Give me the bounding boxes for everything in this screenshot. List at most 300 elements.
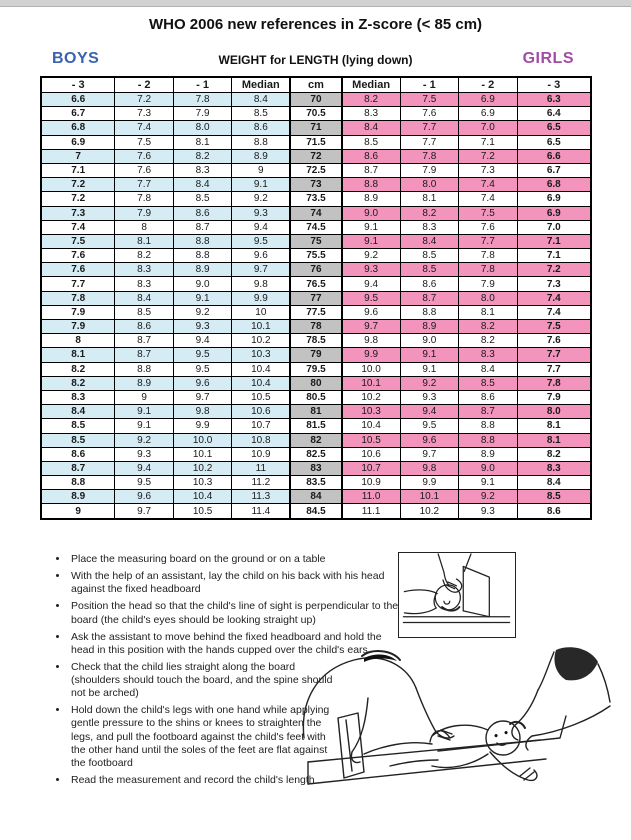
table-row [41,206,591,220]
girls-value-cell: 8.5 [517,490,591,504]
page-title: WHO 2006 new references in Z-score (< 85 cm) [148,16,483,33]
girls-value-cell: 8.0 [517,405,591,419]
girls-value-cell: 8.3 [400,220,458,234]
girls-value-cell: 8.7 [400,291,458,305]
cm-cell: 78.5 [290,334,341,348]
boys-value-cell: 8.7 [41,461,115,475]
boys-value-cell: 8.7 [115,348,173,362]
girls-value-cell: 8.4 [517,476,591,490]
boys-value-cell: 9.7 [173,390,231,404]
girls-value-cell: 8.2 [342,93,400,107]
head-positioning-illustration [398,552,516,638]
boys-value-cell: 9.0 [173,277,231,291]
girls-value-cell: 11.0 [342,490,400,504]
girls-value-cell: 7.0 [517,220,591,234]
boys-value-cell: 6.9 [41,135,115,149]
table-row [41,107,591,121]
boys-value-cell: 7.8 [115,192,173,206]
boys-value-cell: 8.1 [173,135,231,149]
girls-value-cell: 8.2 [517,447,591,461]
cm-cell: 76.5 [290,277,341,291]
cm-cell: 72 [290,149,341,163]
girls-value-cell: 8.9 [342,192,400,206]
column-header: cm [290,77,341,93]
table-row [41,277,591,291]
girls-value-cell: 7.4 [459,192,517,206]
girls-value-cell: 7.8 [400,149,458,163]
boys-value-cell: 10.6 [232,405,290,419]
boys-value-cell: 7.9 [41,305,115,319]
girls-value-cell: 9.7 [342,320,400,334]
table-row [41,121,591,135]
boys-value-cell: 9.3 [173,320,231,334]
girls-value-cell: 9.1 [459,476,517,490]
boys-value-cell: 8 [115,220,173,234]
zscore-table-body [41,93,591,519]
girls-value-cell: 9.3 [342,263,400,277]
boys-value-cell: 9.8 [232,277,290,291]
girls-value-cell: 6.7 [517,163,591,177]
cm-cell: 77 [290,291,341,305]
boys-value-cell: 8.8 [41,476,115,490]
boys-value-cell: 9.5 [173,362,231,376]
instruction-item: • Ask the assistant to move behind the fixed headboard and hold the head in this position with the hands cupped over the child's ears [69,631,407,657]
cm-cell: 75 [290,234,341,248]
girls-value-cell: 7.8 [459,249,517,263]
table-row [41,362,591,376]
cm-cell: 83 [290,461,341,475]
measuring-board-drawing [298,642,628,834]
boys-value-cell: 9 [41,504,115,519]
cm-cell: 73.5 [290,192,341,206]
table-row [41,490,591,504]
girls-value-cell: 10.2 [400,504,458,519]
girls-value-cell: 8.6 [517,504,591,519]
cm-cell: 76 [290,263,341,277]
table-row [41,504,591,519]
length-measurement-illustration [298,642,628,834]
boys-value-cell: 8.3 [173,163,231,177]
girls-value-cell: 7.9 [459,277,517,291]
boys-value-cell: 8.0 [173,121,231,135]
boys-value-cell: 8.4 [115,291,173,305]
girls-value-cell: 9.9 [342,348,400,362]
boys-value-cell: 8.6 [115,320,173,334]
girls-value-cell: 8.8 [342,178,400,192]
boys-value-cell: 8.5 [173,192,231,206]
girls-value-cell: 9.2 [459,490,517,504]
table-row [41,93,591,107]
girls-value-cell: 9.6 [342,305,400,319]
column-header: Median [342,77,400,93]
boys-value-cell: 10.4 [232,362,290,376]
girls-value-cell: 7.8 [517,376,591,390]
boys-value-cell: 10.0 [173,433,231,447]
boys-value-cell: 9.2 [115,433,173,447]
cm-cell: 79.5 [290,362,341,376]
girls-value-cell: 8.3 [517,461,591,475]
boys-value-cell: 9 [115,390,173,404]
girls-value-cell: 10.6 [342,447,400,461]
girls-value-cell: 8.1 [400,192,458,206]
cm-cell: 70 [290,93,341,107]
boys-value-cell: 10.5 [232,390,290,404]
table-row [41,405,591,419]
boys-value-cell: 8.7 [115,334,173,348]
girls-value-cell: 6.5 [517,135,591,149]
girls-value-cell: 7.7 [400,135,458,149]
boys-value-cell: 6.7 [41,107,115,121]
girls-value-cell: 9.7 [400,447,458,461]
boys-value-cell: 8.5 [41,419,115,433]
girls-value-cell: 6.5 [517,121,591,135]
boys-value-cell: 8.9 [115,376,173,390]
boys-value-cell: 9 [232,163,290,177]
instruction-item: • Hold down the child's legs with one hand while applying gentle pressure to the shins or knees to straighten the legs, and pull the footboard against the child's feet with the other hand until the soles of the feet are flat against the footboard [69,704,333,770]
instruction-item: • Position the head so that the child's line of sight is perpendicular to the board (the child's eyes should be looking straight up) [69,600,407,626]
girls-value-cell: 6.6 [517,149,591,163]
weight-for-length-subtitle: WEIGHT for LENGTH (lying down) [218,53,413,67]
girls-value-cell: 8.5 [400,249,458,263]
girls-value-cell: 9.6 [400,433,458,447]
boys-value-cell: 8 [41,334,115,348]
girls-value-cell: 7.1 [517,249,591,263]
girls-value-cell: 8.2 [459,320,517,334]
boys-value-cell: 8.4 [41,405,115,419]
girls-value-cell: 8.6 [400,277,458,291]
boys-value-cell: 9.4 [173,334,231,348]
boys-value-cell: 11.2 [232,476,290,490]
table-header-row [41,77,591,93]
girls-value-cell: 8.1 [517,419,591,433]
girls-value-cell: 8.4 [342,121,400,135]
boys-value-cell: 9.1 [232,178,290,192]
table-row [41,461,591,475]
table-row [41,234,591,248]
boys-value-cell: 9.7 [115,504,173,519]
girls-value-cell: 8.6 [342,149,400,163]
table-row [41,263,591,277]
girls-value-cell: 11.1 [342,504,400,519]
boys-value-cell: 7.6 [41,249,115,263]
cm-cell: 74 [290,206,341,220]
boys-value-cell: 8.1 [115,234,173,248]
girls-value-cell: 10.5 [342,433,400,447]
girls-value-cell: 8.2 [400,206,458,220]
column-header: - 2 [459,77,517,93]
boys-value-cell: 8.5 [115,305,173,319]
table-row [41,163,591,177]
boys-value-cell: 8.2 [115,249,173,263]
girls-value-cell: 10.0 [342,362,400,376]
boys-value-cell: 8.6 [41,447,115,461]
table-row [41,135,591,149]
girls-value-cell: 7.9 [517,390,591,404]
boys-value-cell: 7.4 [41,220,115,234]
instruction-item: • Read the measurement and record the child's length [69,774,333,787]
boys-value-cell: 8.5 [232,107,290,121]
boys-value-cell: 8.2 [41,376,115,390]
girls-value-cell: 7.5 [400,93,458,107]
boys-value-cell: 7.5 [41,234,115,248]
girls-value-cell: 7.4 [459,178,517,192]
cm-cell: 82.5 [290,447,341,461]
boys-value-cell: 8.6 [173,206,231,220]
girls-value-cell: 10.1 [342,376,400,390]
boys-value-cell: 10.3 [232,348,290,362]
boys-value-cell: 8.1 [41,348,115,362]
girls-value-cell: 10.4 [342,419,400,433]
girls-value-cell: 8.8 [400,305,458,319]
column-header: - 1 [400,77,458,93]
cm-cell: 71 [290,121,341,135]
head-hold-drawing [399,553,514,636]
girls-value-cell: 10.9 [342,476,400,490]
cm-cell: 70.5 [290,107,341,121]
cm-cell: 73 [290,178,341,192]
boys-value-cell: 7.3 [115,107,173,121]
boys-value-cell: 7.3 [41,206,115,220]
column-header: - 1 [173,77,231,93]
girls-value-cell: 7.4 [517,291,591,305]
girls-value-cell: 6.8 [517,178,591,192]
table-row [41,376,591,390]
girls-value-cell: 7.3 [459,163,517,177]
column-header: - 3 [517,77,591,93]
girls-value-cell: 9.4 [400,405,458,419]
instruction-item: • Place the measuring board on the ground or on a table [69,553,407,566]
table-row [41,433,591,447]
boys-value-cell: 8.3 [115,263,173,277]
boys-value-cell: 8.8 [115,362,173,376]
boys-value-cell: 10.8 [232,433,290,447]
boys-value-cell: 7.1 [41,163,115,177]
boys-value-cell: 9.2 [232,192,290,206]
girls-value-cell: 7.8 [459,263,517,277]
cm-cell: 80.5 [290,390,341,404]
boys-value-cell: 10.7 [232,419,290,433]
girls-label: GIRLS [522,50,574,67]
boys-value-cell: 10.3 [173,476,231,490]
girls-value-cell: 8.3 [342,107,400,121]
boys-value-cell: 9.1 [173,291,231,305]
boys-value-cell: 7.7 [115,178,173,192]
boys-value-cell: 8.6 [232,121,290,135]
boys-value-cell: 10.1 [232,320,290,334]
girls-value-cell: 9.0 [400,334,458,348]
boys-value-cell: 9.4 [115,461,173,475]
girls-value-cell: 9.3 [400,390,458,404]
boys-value-cell: 8.8 [232,135,290,149]
girls-value-cell: 8.0 [459,291,517,305]
girls-value-cell: 9.4 [342,277,400,291]
girls-value-cell: 7.3 [517,277,591,291]
girls-value-cell: 10.7 [342,461,400,475]
boys-value-cell: 9.7 [232,263,290,277]
girls-value-cell: 7.6 [400,107,458,121]
boys-value-cell: 8.9 [232,149,290,163]
cm-cell: 79 [290,348,341,362]
table-row [41,291,591,305]
boys-value-cell: 10.4 [173,490,231,504]
boys-value-cell: 6.8 [41,121,115,135]
girls-value-cell: 8.7 [342,163,400,177]
girls-value-cell: 9.1 [400,348,458,362]
boys-value-cell: 9.3 [232,206,290,220]
boys-value-cell: 8.3 [115,277,173,291]
boys-value-cell: 10.4 [232,376,290,390]
table-row [41,249,591,263]
cm-cell: 84.5 [290,504,341,519]
table-row [41,178,591,192]
instruction-item: • Check that the child lies straight along the board (shoulders should touch the board, and the spine should not be arched) [69,661,333,700]
girls-value-cell: 8.4 [459,362,517,376]
boys-value-cell: 8.3 [41,390,115,404]
boys-value-cell: 8.9 [173,263,231,277]
boys-value-cell: 9.9 [173,419,231,433]
boys-value-cell: 8.9 [41,490,115,504]
girls-value-cell: 8.9 [400,320,458,334]
boys-value-cell: 9.5 [115,476,173,490]
girls-value-cell: 8.1 [517,433,591,447]
cm-cell: 75.5 [290,249,341,263]
girls-value-cell: 6.9 [459,93,517,107]
girls-value-cell: 8.7 [459,405,517,419]
boys-value-cell: 8.8 [173,249,231,263]
table-row [41,419,591,433]
boys-value-cell: 9.2 [173,305,231,319]
girls-value-cell: 7.5 [517,320,591,334]
boys-value-cell: 7.6 [115,163,173,177]
boys-value-cell: 8.7 [173,220,231,234]
girls-value-cell: 8.9 [459,447,517,461]
boys-value-cell: 8.2 [173,149,231,163]
boys-value-cell: 7.9 [41,320,115,334]
girls-value-cell: 7.4 [517,305,591,319]
table-row [41,348,591,362]
girls-value-cell: 8.8 [459,419,517,433]
boys-value-cell: 7.2 [41,192,115,206]
girls-value-cell: 8.5 [459,376,517,390]
boys-value-cell: 8.2 [41,362,115,376]
zscore-table [40,76,592,520]
boys-value-cell: 8.5 [41,433,115,447]
boys-value-cell: 9.9 [232,291,290,305]
girls-value-cell: 10.3 [342,405,400,419]
boys-value-cell: 9.6 [173,376,231,390]
girls-value-cell: 8.6 [459,390,517,404]
girls-value-cell: 6.9 [517,192,591,206]
girls-value-cell: 9.0 [459,461,517,475]
girls-value-cell: 9.2 [342,249,400,263]
boys-value-cell: 9.8 [173,405,231,419]
girls-value-cell: 6.3 [517,93,591,107]
boys-value-cell: 7 [41,149,115,163]
cm-cell: 84 [290,490,341,504]
table-row [41,220,591,234]
girls-value-cell: 9.5 [342,291,400,305]
girls-value-cell: 8.4 [400,234,458,248]
boys-value-cell: 9.5 [232,234,290,248]
girls-value-cell: 8.8 [459,433,517,447]
girls-value-cell: 7.7 [400,121,458,135]
cm-cell: 72.5 [290,163,341,177]
cm-cell: 74.5 [290,220,341,234]
girls-value-cell: 8.5 [400,263,458,277]
girls-value-cell: 7.7 [459,234,517,248]
girls-value-cell: 9.0 [342,206,400,220]
girls-value-cell: 10.2 [342,390,400,404]
girls-value-cell: 8.3 [459,348,517,362]
girls-value-cell: 7.2 [517,263,591,277]
girls-value-cell: 7.1 [459,135,517,149]
girls-value-cell: 8.2 [459,334,517,348]
boys-value-cell: 10.2 [232,334,290,348]
girls-value-cell: 7.7 [517,348,591,362]
girls-value-cell: 9.1 [342,220,400,234]
boys-value-cell: 8.8 [173,234,231,248]
girls-value-cell: 9.5 [400,419,458,433]
girls-value-cell: 7.6 [517,334,591,348]
cm-cell: 77.5 [290,305,341,319]
table-row [41,320,591,334]
boys-value-cell: 9.5 [173,348,231,362]
girls-value-cell: 6.9 [517,206,591,220]
boys-value-cell: 10.2 [173,461,231,475]
girls-value-cell: 7.0 [459,121,517,135]
boys-value-cell: 9.3 [115,447,173,461]
girls-value-cell: 9.3 [459,504,517,519]
table-row [41,334,591,348]
column-header: - 2 [115,77,173,93]
girls-value-cell: 7.5 [459,206,517,220]
boys-value-cell: 10.5 [173,504,231,519]
boys-value-cell: 11.4 [232,504,290,519]
girls-value-cell: 7.1 [517,234,591,248]
boys-value-cell: 6.6 [41,93,115,107]
boys-value-cell: 9.6 [232,249,290,263]
girls-value-cell: 10.1 [400,490,458,504]
girls-value-cell: 8.1 [459,305,517,319]
column-header: - 3 [41,77,115,93]
window-top-edge [0,0,631,7]
girls-value-cell: 8.0 [400,178,458,192]
cm-cell: 80 [290,376,341,390]
girls-value-cell: 6.9 [459,107,517,121]
cm-cell: 81.5 [290,419,341,433]
cm-cell: 82 [290,433,341,447]
boys-value-cell: 7.9 [173,107,231,121]
boys-value-cell: 7.6 [115,149,173,163]
girls-value-cell: 7.7 [517,362,591,376]
boys-value-cell: 7.8 [173,93,231,107]
instruction-item: • With the help of an assistant, lay the child on his back with his head against the fixed headboard [69,570,407,596]
boys-value-cell: 8.4 [173,178,231,192]
boys-value-cell: 10 [232,305,290,319]
table-row [41,390,591,404]
boys-value-cell: 9.6 [115,490,173,504]
column-header: Median [232,77,290,93]
boys-value-cell: 7.2 [41,178,115,192]
boys-value-cell: 11.3 [232,490,290,504]
boys-value-cell: 7.9 [115,206,173,220]
table-row [41,192,591,206]
boys-label: BOYS [52,50,100,67]
girls-value-cell: 9.1 [400,362,458,376]
boys-value-cell: 7.6 [41,263,115,277]
girls-value-cell: 8.5 [342,135,400,149]
boys-value-cell: 11 [232,461,290,475]
